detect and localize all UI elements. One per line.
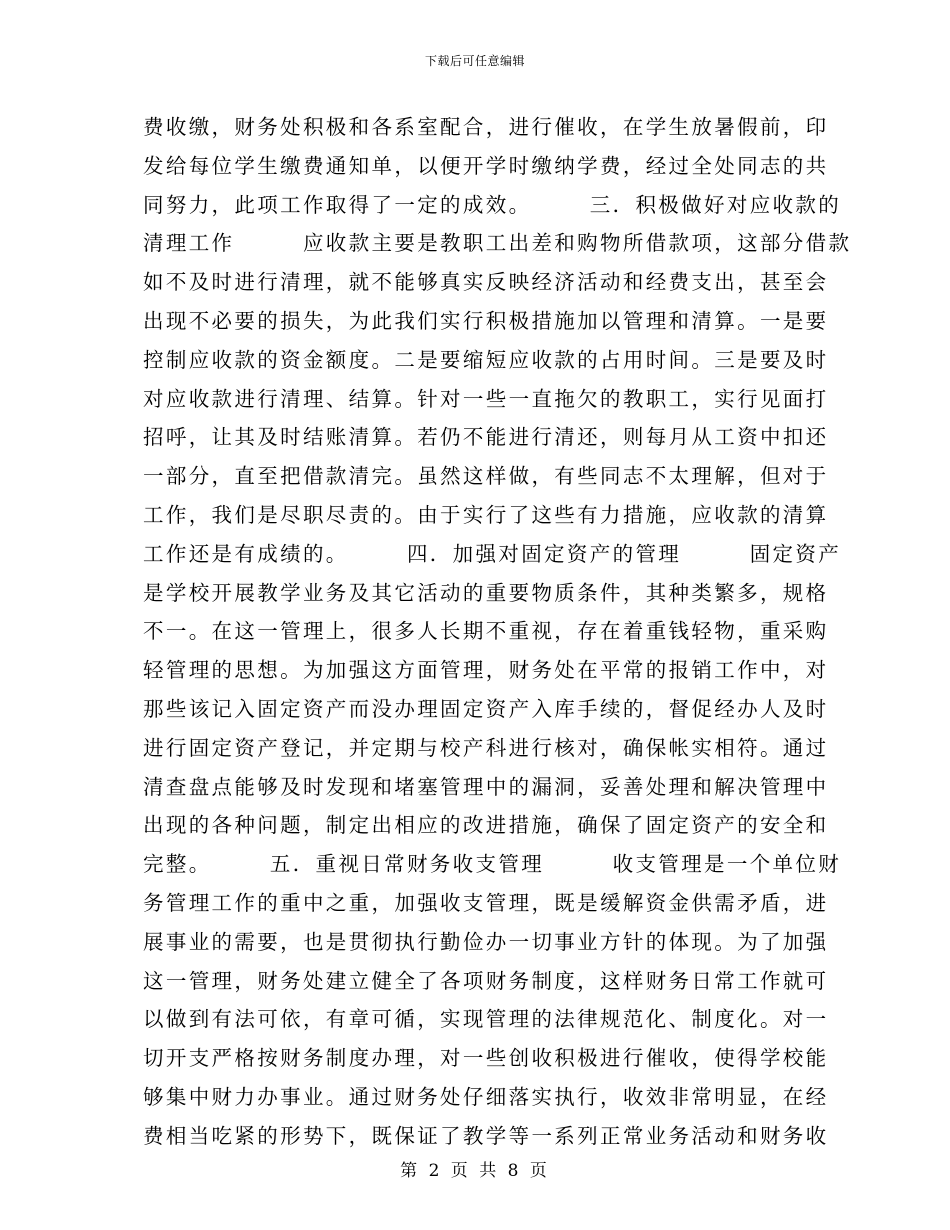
text-line: 是学校开展教学业务及其它活动的重要物质条件，其种类繁多，规格 bbox=[143, 580, 829, 605]
text-line: 够集中财力办事业。通过财务处仔细落实执行，收效非常明显，在经 bbox=[143, 1084, 829, 1109]
text-line: 务管理工作的重中之重，加强收支管理，既是缓解资金供需矛盾，进 bbox=[143, 890, 829, 915]
text-line: 展事业的需要，也是贯彻执行勤俭办一切事业方针的体现。为了加强 bbox=[143, 929, 829, 954]
text-line: 一部分，直至把借款清完。虽然这样做，有些同志不太理解，但对于 bbox=[143, 464, 829, 489]
text-line: 费相当吃紧的形势下，既保证了教学等一系列正常业务活动和财务收 bbox=[143, 1123, 829, 1148]
text-line: 控制应收款的资金额度。二是要缩短应收款的占用时间。三是要及时 bbox=[143, 347, 829, 372]
text-line: 完整。 五．重视日常财务收支管理 收支管理是一个单位财 bbox=[143, 852, 842, 877]
text-line: 那些该记入固定资产而没办理固定资产入库手续的，督促经办人及时 bbox=[143, 696, 829, 721]
text-line: 清理工作 应收款主要是教职工出差和购物所借款项，这部分借款 bbox=[143, 231, 852, 256]
body-text bbox=[143, 108, 852, 1156]
text-line: 招呼，让其及时结账清算。若仍不能进行清还，则每月从工资中扣还 bbox=[143, 425, 829, 450]
text-line: 以做到有法可依，有章可循，实现管理的法律规范化、制度化。对一 bbox=[143, 1007, 829, 1032]
text-line: 费收缴，财务处积极和各系室配合，进行催收，在学生放暑假前，印 bbox=[143, 115, 829, 139]
page-header: 下载后可任意编辑 bbox=[424, 54, 525, 68]
text-line: 如不及时进行清理，就不能够真实反映经济活动和经费支出，甚至会 bbox=[143, 270, 829, 295]
text-line: 清查盘点能够及时发现和堵塞管理中的漏洞，妥善处理和解决管理中 bbox=[143, 774, 829, 799]
text-line: 发给每位学生缴费通知单，以便开学时缴纳学费，经过全处同志的共 bbox=[143, 153, 829, 178]
text-line: 这一管理，财务处建立健全了各项财务制度，这样财务日常工作就可 bbox=[143, 968, 829, 993]
text-line: 同努力，此项工作取得了一定的成效。 三．积极做好对应收款的 bbox=[143, 192, 842, 217]
page-number-footer: 第 2 页 共 8 页 bbox=[400, 1161, 550, 1181]
text-line: 轻管理的思想。为加强这方面管理，财务处在平常的报销工作中，对 bbox=[143, 658, 829, 683]
text-line: 不一。在这一管理上，很多人长期不重视，存在着重钱轻物，重采购 bbox=[143, 619, 829, 644]
text-line: 工作还是有成绩的。 四．加强对固定资产的管理 固定资产 bbox=[143, 541, 842, 566]
text-line: 进行固定资产登记，并定期与校产科进行核对，确保帐实相符。通过 bbox=[143, 735, 829, 760]
text-line: 出现不必要的损失，为此我们实行积极措施加以管理和清算。一是要 bbox=[143, 308, 829, 333]
text-line: 切开支严格按财务制度办理，对一些创收积极进行催收，使得学校能 bbox=[143, 1046, 829, 1071]
text-line: 工作，我们是尽职尽责的。由于实行了这些有力措施，应收款的清算 bbox=[143, 502, 829, 527]
text-line: 出现的各种问题，制定出相应的改进措施，确保了固定资产的安全和 bbox=[143, 813, 829, 838]
text-line: 对应收款进行清理、结算。针对一些一直拖欠的教职工，实行见面打 bbox=[143, 386, 829, 411]
